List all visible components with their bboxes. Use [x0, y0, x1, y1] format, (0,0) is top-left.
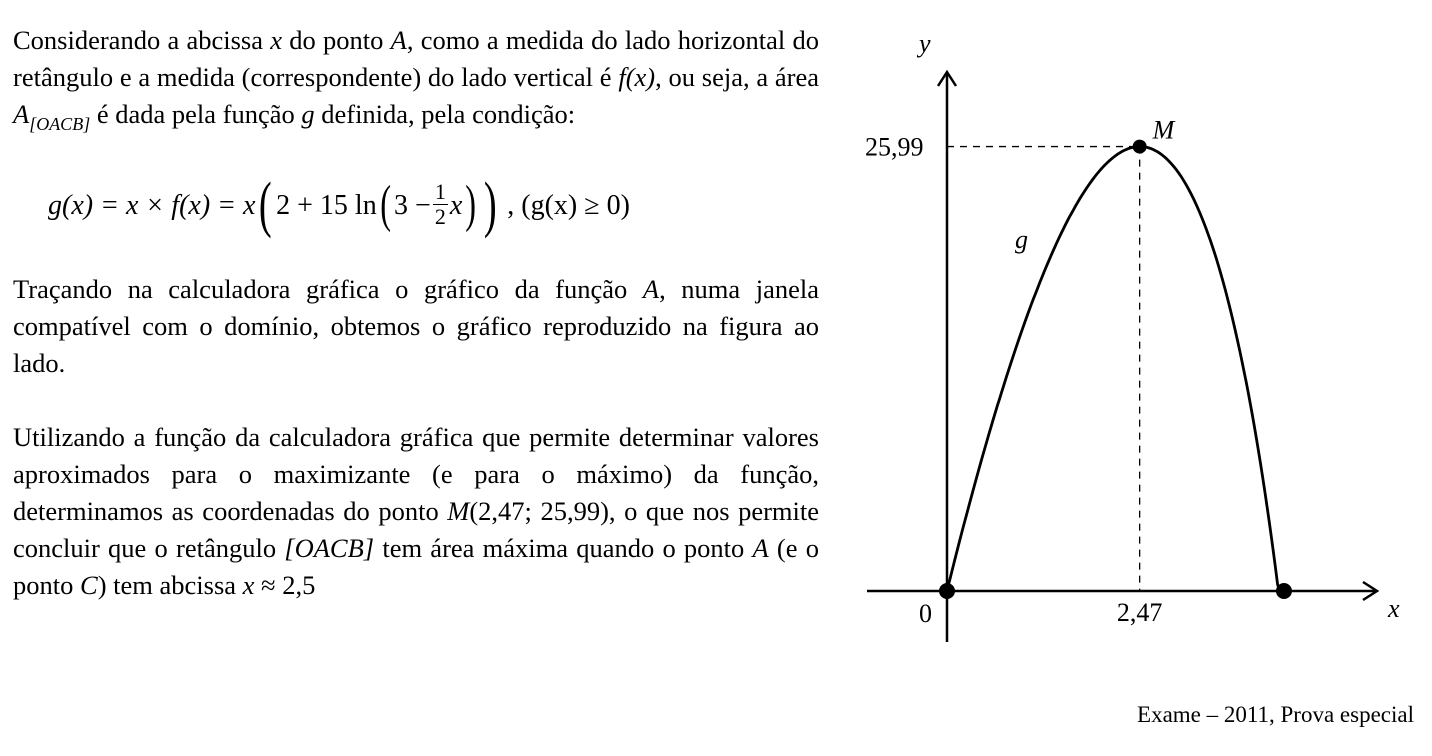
- text-span: Utilizando a função da calculadora gráfica que permite determinar valores aproximados para o maximizante (e para o máximo) da função, determinamos as coordenadas do ponto: [13, 422, 819, 526]
- math-var: A: [642, 274, 660, 304]
- paragraph-graph: [13, 271, 819, 382]
- text-span: (e o ponto: [13, 533, 819, 600]
- math-var: C: [80, 570, 98, 600]
- max-y-label: 25,99: [865, 132, 924, 162]
- function-graph: [855, 20, 1415, 670]
- text-span: , o que nos permite concluir que o retângulo: [13, 496, 820, 563]
- point-root: [1276, 583, 1292, 599]
- text-span: , ou seja, a área: [655, 62, 819, 92]
- math-expr: [OACB]: [284, 533, 375, 563]
- text-span: do ponto: [282, 25, 391, 55]
- math-var: A: [390, 25, 407, 55]
- point-m-label: M: [1152, 115, 1175, 145]
- math-var: x: [449, 189, 463, 221]
- text-span: ≈ 2,5: [254, 570, 316, 600]
- x-axis-label: x: [1388, 594, 1400, 623]
- curve-g: [947, 147, 1284, 591]
- math-expr: f(x): [618, 62, 656, 92]
- y-axis-label: y: [919, 29, 931, 58]
- formula-condition: , (g(x) ≥ 0): [507, 189, 630, 221]
- formula-block: [13, 161, 819, 251]
- text-span: ) tem abcissa: [97, 570, 243, 600]
- math-var: x: [270, 25, 283, 55]
- paragraph-intro: [13, 22, 819, 143]
- text-span: Considerando a abcissa: [13, 25, 271, 55]
- math-var: M: [447, 496, 470, 526]
- point-origin: [939, 583, 955, 599]
- fraction-numerator: 1: [434, 179, 446, 204]
- text-span: Traçando na calculadora gráfica o gráfico da função: [13, 274, 643, 304]
- math-var: g: [301, 99, 315, 129]
- formula-lhs: g(x) = x × f(x) = x: [48, 189, 256, 221]
- spacer: [13, 382, 819, 419]
- paragraph-conclusion: [13, 419, 819, 604]
- text-column: [13, 22, 819, 604]
- paren-close: ): [483, 170, 497, 239]
- text-span: é dada pela função: [90, 99, 302, 129]
- fraction-denominator: 2: [434, 204, 446, 229]
- paren-open: (: [259, 170, 273, 239]
- math-subscript: [OACB]: [29, 114, 91, 134]
- text-span: , numa janela compatível com o domínio, obtemos o gráfico reproduzido na figura ao lado.: [13, 274, 819, 378]
- point-m: [1133, 140, 1147, 154]
- origin-label: 0: [919, 599, 932, 628]
- source-citation: Exame – 2011, Prova especial: [1137, 702, 1414, 727]
- fraction: [433, 180, 448, 229]
- text-span: tem área máxima quando o ponto: [374, 533, 753, 563]
- math-var: A: [752, 533, 769, 563]
- text-span: , como a medida do lado horizontal do retângulo e a medida (correspondente) do lado vertical é: [13, 25, 819, 92]
- max-x-label: 2,47: [1116, 598, 1163, 627]
- formula-inner: 2 + 15 ln: [276, 189, 377, 221]
- text-span: definida, pela condição:: [314, 99, 576, 129]
- paren-close: ): [465, 175, 477, 233]
- formula: [48, 170, 630, 239]
- paren-open: (: [380, 175, 391, 233]
- math-var: A: [13, 99, 30, 129]
- math-var: x: [242, 570, 255, 600]
- curve-label: g: [1015, 225, 1028, 254]
- formula-inner: 3 −: [394, 189, 431, 221]
- math-expr: (2,47; 25,99): [469, 496, 609, 526]
